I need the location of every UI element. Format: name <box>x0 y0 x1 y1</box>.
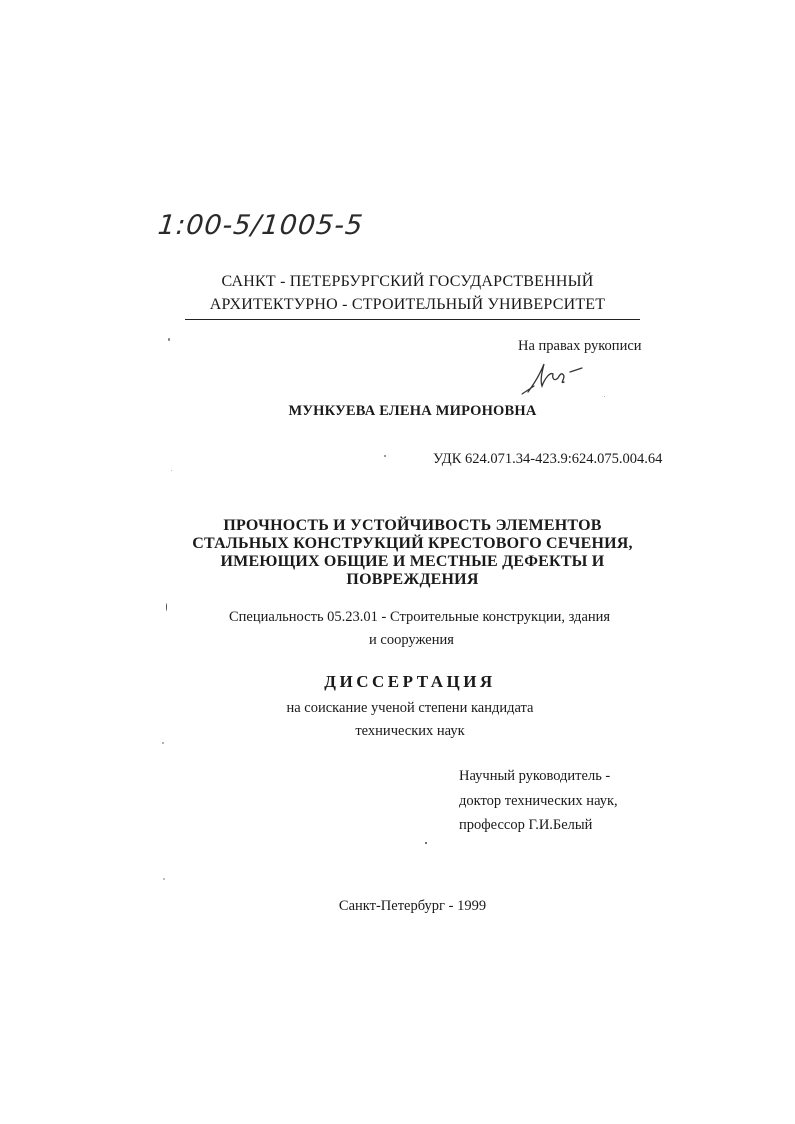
place-and-year: Санкт-Петербург - 1999 <box>338 898 487 914</box>
archive-code-handwritten: 1:00-5/1005-5 <box>156 210 365 241</box>
scan-speck <box>384 455 386 457</box>
supervisor-line-2: доктор технических наук, <box>459 792 618 809</box>
scientific-supervisor <box>459 764 618 838</box>
title-line-2: СТАЛЬНЫХ КОНСТРУКЦИЙ КРЕСТОВОГО СЕЧЕНИЯ, <box>192 535 633 552</box>
title-line-4: ПОВРЕЖДЕНИЯ <box>346 571 479 588</box>
scan-speck <box>604 396 605 397</box>
degree-line-1: на соискание ученой степени кандидата <box>286 700 534 716</box>
supervisor-line-1: Научный руководитель - <box>459 768 611 784</box>
scan-speck <box>163 878 165 880</box>
university-name-line-1: САНКТ - ПЕТЕРБУРГСКИЙ ГОСУДАРСТВЕННЫЙ <box>221 273 594 290</box>
header-divider <box>185 319 640 320</box>
specialty-line-2: и сооружения <box>369 632 454 648</box>
university-name-line-2: АРХИТЕКТУРНО - СТРОИТЕЛЬНЫЙ УНИВЕРСИТЕТ <box>209 296 606 313</box>
scan-speck <box>166 603 167 611</box>
degree-sought <box>0 697 795 743</box>
scan-speck <box>425 842 427 844</box>
title-line-1: ПРОЧНОСТЬ И УСТОЙЧИВОСТЬ ЭЛЕМЕНТОВ <box>223 517 602 534</box>
udc-code: УДК 624.071.34-423.9:624.075.004.64 <box>433 451 663 467</box>
title-line-3: ИМЕЮЩИХ ОБЩИЕ И МЕСТНЫЕ ДЕФЕКТЫ И <box>220 553 605 570</box>
degree-line-2: технических наук <box>355 723 465 739</box>
document-type: ДИССЕРТАЦИЯ <box>324 672 496 691</box>
dissertation-title <box>0 517 795 589</box>
scan-speck <box>162 742 164 744</box>
scan-speck <box>168 338 170 341</box>
specialty-line-1: Специальность 05.23.01 - Строительные конструкции, здания <box>229 609 611 625</box>
signature-icon <box>520 356 590 396</box>
specialty <box>229 606 610 652</box>
author-name: МУНКУЕВА ЕЛЕНА МИРОНОВНА <box>288 403 537 419</box>
supervisor-line-3: профессор Г.И.Белый <box>459 817 593 833</box>
manuscript-note: На правах рукописи <box>518 338 642 354</box>
university-name <box>0 270 795 316</box>
scan-speck <box>171 470 172 471</box>
